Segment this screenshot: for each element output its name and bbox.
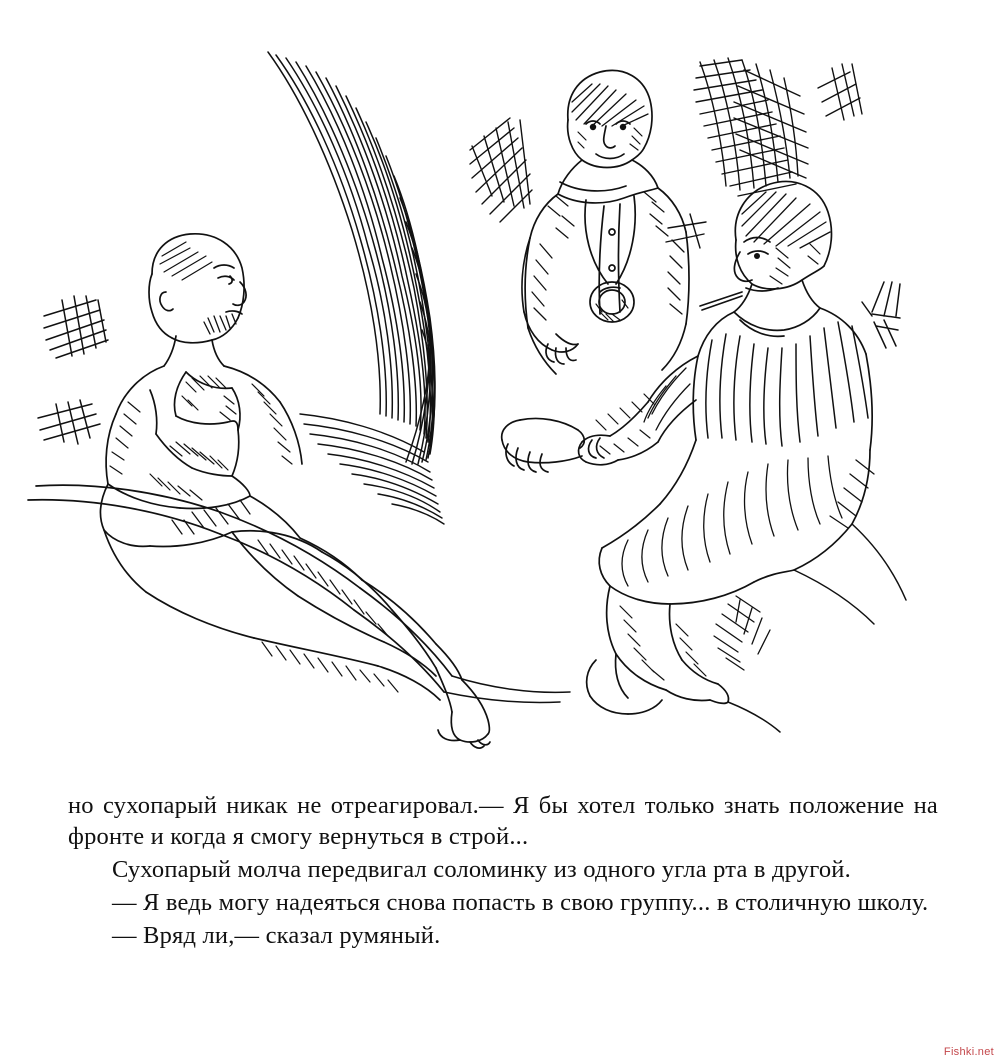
caption-paragraph-3: — Я ведь могу надеяться снова попасть в свою группу... в столичную школу. xyxy=(112,889,929,916)
caption-paragraph-4: — Вряд ли,— сказал румяный. xyxy=(112,922,441,949)
caption-text-block xyxy=(0,790,1000,953)
caption-paragraph-2: Сухопарый молча передвигал соломинку из одного угла рта в другой. xyxy=(112,856,851,883)
watermark: Fishki.net xyxy=(943,1046,994,1058)
caption-paragraph-1: но сухопарый никак не отреагировал.— Я бы хотел только знать положение на фронте и когда я смогу вернуться в строй... xyxy=(68,792,938,850)
